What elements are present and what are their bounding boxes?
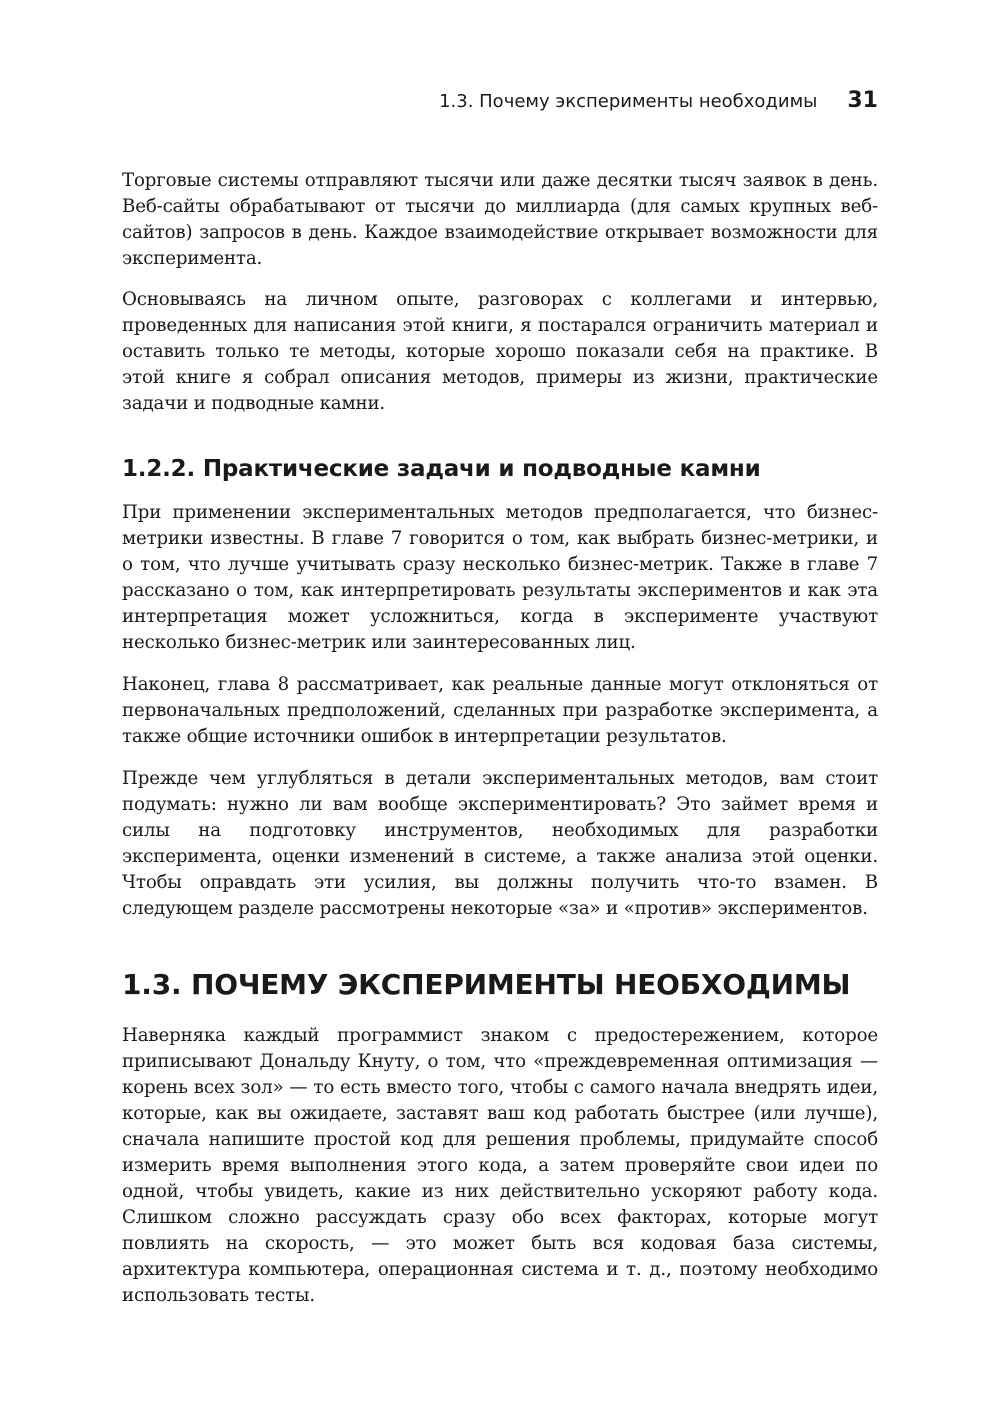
paragraph-before-diving: Прежде чем углубляться в детали экспериментальных методов, вам стоит подумать: нужно ли вам вообще экспериментировать? Это займет время и силы на подготовку инструментов, необходимых для разработки эксперимента, оценки изменений в системе, а также анализа этой оценки. Чтобы оправдать эти усилия, вы должны получить что-то взамен. В следующем разделе рассмотрены некоторые «за» и «против» экспериментов. <box>122 768 878 919</box>
section-heading-1-3: 1.3. ПОЧЕМУ ЭКСПЕРИМЕНТЫ НЕОБХОДИМЫ <box>122 968 851 1001</box>
section-heading-1-2-2: 1.2.2. Практические задачи и подводные камни <box>122 456 761 482</box>
page-number: 31 <box>847 88 878 113</box>
paragraph-trading-systems: Торговые системы отправляют тысячи или даже десятки тысяч заявок в день. Веб-сайты обрабатывают от тысячи до миллиарда (для самых крупных веб-сайтов) запросов в день. Каждое взаимодействие открывает возможности для эксперимента. <box>122 170 878 269</box>
paragraph-chapter-8: Наконец, глава 8 рассматривает, как реальные данные могут отклоняться от первоначальных предположений, сделанных при разработке эксперимента, а также общие источники ошибок в интерпретации результатов. <box>122 674 878 747</box>
running-title: 1.3. Почему эксперименты необходимы <box>439 91 818 112</box>
paragraph-personal-experience: Основываясь на личном опыте, разговорах с коллегами и интервью, проведенных для написания этой книги, я постарался ограничить материал и оставить только те методы, которые хорошо показали себя на практике. В этой книге я собрал описания методов, примеры из жизни, практические задачи и подводные камни. <box>122 289 878 414</box>
paragraph-knuth: Наверняка каждый программист знаком с предостережением, которое приписывают Дональду Кнуту, о том, что «преждевременная оптимизация — корень всех зол» — то есть вместо того, чтобы с самого начала внедрять идеи, которые, как вы ожидаете, заставят ваш код работать быстрее (или лучше), сначала напишите простой код для решения проблемы, придумайте способ измерить время выполнения этого кода, а затем проверяйте свои идеи по одной, чтобы увидеть, какие из них действительно ускоряют работу кода. Слишком сложно рассуждать сразу обо всех факторах, которые могут повлиять на скорость, — это может быть вся кодовая база системы, архитектура компьютера, операционная система и т. д., поэтому необходимо использовать тесты. <box>122 1025 878 1306</box>
running-header <box>439 88 878 113</box>
paragraph-business-metrics: При применении экспериментальных методов предполагается, что бизнес-метрики известны. В главе 7 говорится о том, как выбрать бизнес-метрики, и о том, что лучше учитывать сразу несколько бизнес-метрик. Также в главе 7 рассказано о том, как интерпретировать результаты экспериментов и как эта интерпретация может усложниться, когда в эксперименте участвуют несколько бизнес-метрик или заинтересованных лиц. <box>122 502 878 653</box>
